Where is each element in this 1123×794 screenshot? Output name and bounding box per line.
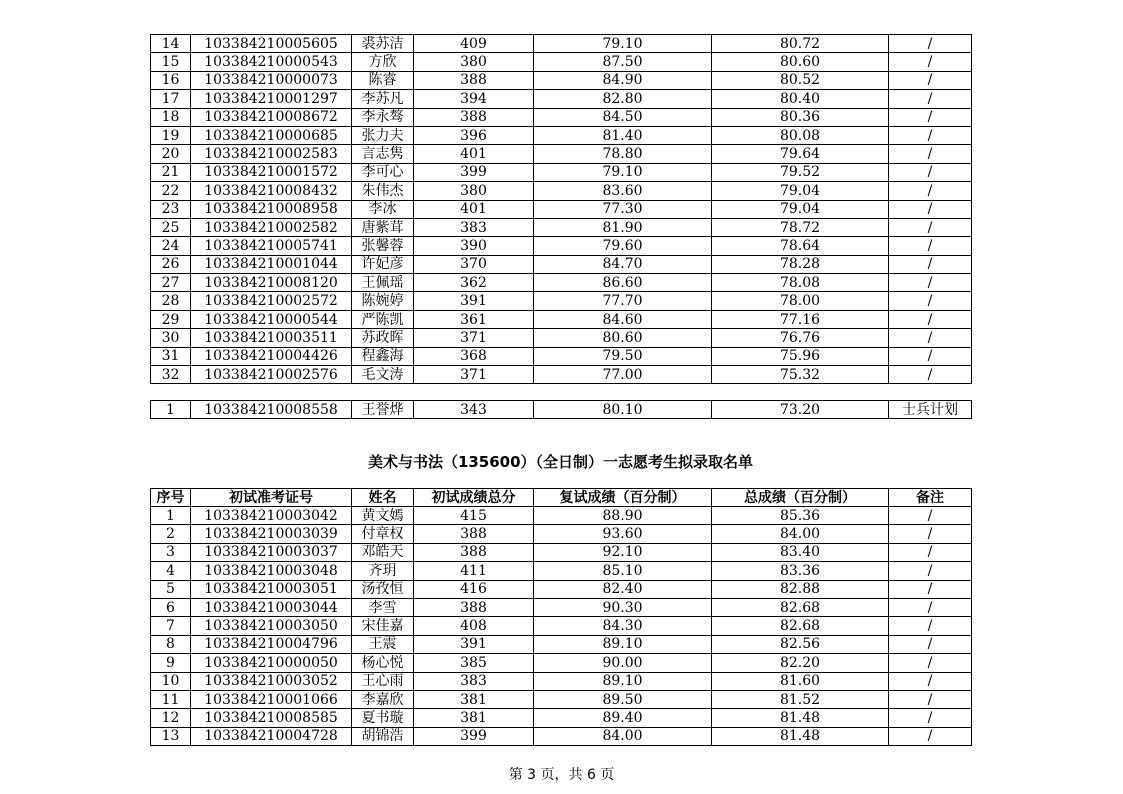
cell-seq: 9 — [151, 654, 191, 672]
cell-exam-id: 103384210004796 — [191, 635, 352, 653]
table-body — [151, 401, 972, 419]
cell-seq: 1 — [151, 401, 191, 419]
cell-seq: 23 — [151, 200, 191, 218]
table-row — [151, 401, 972, 419]
cell-exam-id: 103384210000543 — [191, 53, 352, 71]
cell-name: 李雪 — [352, 598, 414, 616]
cell-retest-score: 80.10 — [534, 401, 712, 419]
cell-exam-id: 103384210008558 — [191, 401, 352, 419]
cell-total-score: 80.60 — [712, 53, 889, 71]
cell-name: 黄文嫣 — [352, 507, 414, 525]
cell-name: 邓皓天 — [352, 543, 414, 561]
cell-seq: 12 — [151, 709, 191, 727]
cell-seq: 1 — [151, 507, 191, 525]
cell-seq: 5 — [151, 580, 191, 598]
cell-retest-score: 77.30 — [534, 200, 712, 218]
cell-retest-score: 90.00 — [534, 654, 712, 672]
cell-remark: / — [889, 108, 972, 126]
page-footer: 第 3 页，共 6 页 — [508, 767, 615, 783]
cell-prelim-score: 383 — [414, 218, 534, 236]
cell-remark: / — [889, 672, 972, 690]
cell-retest-score: 93.60 — [534, 525, 712, 543]
cell-name: 许妃彦 — [352, 255, 414, 273]
cell-retest-score: 77.00 — [534, 366, 712, 384]
cell-exam-id: 103384210008672 — [191, 108, 352, 126]
cell-seq: 24 — [151, 237, 191, 255]
cell-prelim-score: 411 — [414, 562, 534, 580]
table-row — [151, 35, 972, 53]
cell-exam-id: 103384210003052 — [191, 672, 352, 690]
cell-exam-id: 103384210001066 — [191, 690, 352, 708]
cell-seq: 4 — [151, 562, 191, 580]
cell-prelim-score: 370 — [414, 255, 534, 273]
cell-total-score: 80.72 — [712, 35, 889, 53]
cell-prelim-score: 380 — [414, 53, 534, 71]
cell-remark: / — [889, 182, 972, 200]
cell-prelim-score: 362 — [414, 274, 534, 292]
cell-seq: 13 — [151, 727, 191, 745]
cell-total-score: 82.88 — [712, 580, 889, 598]
cell-seq: 2 — [151, 525, 191, 543]
cell-exam-id: 103384210003044 — [191, 598, 352, 616]
cell-seq: 31 — [151, 347, 191, 365]
table-row — [151, 562, 972, 580]
cell-prelim-score: 388 — [414, 543, 534, 561]
cell-retest-score: 82.80 — [534, 90, 712, 108]
cell-exam-id: 103384210001044 — [191, 255, 352, 273]
cell-prelim-score: 401 — [414, 145, 534, 163]
table-row — [151, 310, 972, 328]
cell-total-score: 80.52 — [712, 71, 889, 89]
table-row — [151, 598, 972, 616]
cell-prelim-score: 415 — [414, 507, 534, 525]
cell-remark: / — [889, 310, 972, 328]
cell-retest-score: 86.60 — [534, 274, 712, 292]
cell-remark: / — [889, 598, 972, 616]
cell-seq: 21 — [151, 163, 191, 181]
table-row — [151, 218, 972, 236]
cell-remark: / — [889, 525, 972, 543]
table-row — [151, 108, 972, 126]
cell-remark: / — [889, 126, 972, 144]
cell-total-score: 82.68 — [712, 598, 889, 616]
cell-prelim-score: 394 — [414, 90, 534, 108]
cell-name: 付章权 — [352, 525, 414, 543]
cell-prelim-score: 388 — [414, 598, 534, 616]
cell-remark: / — [889, 562, 972, 580]
cell-name: 唐紫茸 — [352, 218, 414, 236]
cell-seq: 30 — [151, 329, 191, 347]
table-row — [151, 90, 972, 108]
cell-remark: / — [889, 727, 972, 745]
table-row — [151, 727, 972, 745]
cell-name: 李可心 — [352, 163, 414, 181]
cell-retest-score: 80.60 — [534, 329, 712, 347]
cell-prelim-score: 390 — [414, 237, 534, 255]
table-row — [151, 182, 972, 200]
cell-name: 毛文涛 — [352, 366, 414, 384]
cell-name: 陈婉婷 — [352, 292, 414, 310]
cell-prelim-score: 361 — [414, 310, 534, 328]
cell-remark: / — [889, 329, 972, 347]
header-prelim-score: 初试成绩总分 — [414, 489, 534, 507]
cell-name: 宋佳嘉 — [352, 617, 414, 635]
cell-retest-score: 84.60 — [534, 310, 712, 328]
cell-exam-id: 103384210008432 — [191, 182, 352, 200]
cell-prelim-score: 380 — [414, 182, 534, 200]
cell-prelim-score: 371 — [414, 366, 534, 384]
cell-total-score: 75.96 — [712, 347, 889, 365]
table-row — [151, 507, 972, 525]
table-row — [151, 145, 972, 163]
cell-remark: / — [889, 218, 972, 236]
cell-total-score: 79.04 — [712, 182, 889, 200]
cell-retest-score: 82.40 — [534, 580, 712, 598]
cell-total-score: 78.08 — [712, 274, 889, 292]
cell-seq: 19 — [151, 126, 191, 144]
header-total-score: 总成绩（百分制） — [712, 489, 889, 507]
table-header-row — [151, 489, 972, 507]
cell-seq: 3 — [151, 543, 191, 561]
art-calligraphy-admission-table — [150, 488, 972, 746]
cell-prelim-score: 388 — [414, 71, 534, 89]
table-row — [151, 237, 972, 255]
cell-retest-score: 84.50 — [534, 108, 712, 126]
cell-exam-id: 103384210001572 — [191, 163, 352, 181]
cell-exam-id: 103384210003051 — [191, 580, 352, 598]
cell-exam-id: 103384210003511 — [191, 329, 352, 347]
cell-seq: 15 — [151, 53, 191, 71]
soldier-plan-table — [150, 400, 972, 419]
cell-seq: 20 — [151, 145, 191, 163]
cell-seq: 14 — [151, 35, 191, 53]
table-body — [151, 35, 972, 384]
cell-remark: / — [889, 292, 972, 310]
cell-name: 张馨蓉 — [352, 237, 414, 255]
cell-name: 齐玥 — [352, 562, 414, 580]
cell-retest-score: 85.10 — [534, 562, 712, 580]
section-title: 美术与书法（135600）（全日制）一志愿考生拟录取名单 — [367, 453, 754, 471]
cell-seq: 8 — [151, 635, 191, 653]
cell-name: 陈睿 — [352, 71, 414, 89]
cell-total-score: 80.08 — [712, 126, 889, 144]
cell-remark: / — [889, 690, 972, 708]
cell-exam-id: 103384210002576 — [191, 366, 352, 384]
cell-prelim-score: 368 — [414, 347, 534, 365]
table-row — [151, 617, 972, 635]
cell-remark: / — [889, 580, 972, 598]
cell-remark: / — [889, 347, 972, 365]
cell-seq: 27 — [151, 274, 191, 292]
cell-remark: 士兵计划 — [889, 401, 972, 419]
cell-total-score: 82.20 — [712, 654, 889, 672]
table-row — [151, 200, 972, 218]
cell-retest-score: 90.30 — [534, 598, 712, 616]
cell-total-score: 81.48 — [712, 709, 889, 727]
table-row — [151, 690, 972, 708]
cell-remark: / — [889, 200, 972, 218]
cell-retest-score: 79.10 — [534, 163, 712, 181]
cell-prelim-score: 388 — [414, 108, 534, 126]
cell-name: 杨心悦 — [352, 654, 414, 672]
cell-exam-id: 103384210003037 — [191, 543, 352, 561]
cell-prelim-score: 401 — [414, 200, 534, 218]
cell-remark: / — [889, 71, 972, 89]
cell-exam-id: 103384210003042 — [191, 507, 352, 525]
cell-retest-score: 89.50 — [534, 690, 712, 708]
cell-total-score: 76.76 — [712, 329, 889, 347]
cell-retest-score: 77.70 — [534, 292, 712, 310]
cell-total-score: 75.32 — [712, 366, 889, 384]
cell-name: 言志隽 — [352, 145, 414, 163]
cell-exam-id: 103384210005605 — [191, 35, 352, 53]
table-row — [151, 292, 972, 310]
cell-remark: / — [889, 617, 972, 635]
cell-prelim-score: 383 — [414, 672, 534, 690]
table-row — [151, 635, 972, 653]
cell-exam-id: 103384210001297 — [191, 90, 352, 108]
cell-prelim-score: 408 — [414, 617, 534, 635]
cell-name: 苏政晖 — [352, 329, 414, 347]
cell-total-score: 78.72 — [712, 218, 889, 236]
table-row — [151, 274, 972, 292]
cell-retest-score: 78.80 — [534, 145, 712, 163]
cell-remark: / — [889, 163, 972, 181]
cell-exam-id: 103384210004728 — [191, 727, 352, 745]
cell-total-score: 79.52 — [712, 163, 889, 181]
cell-prelim-score: 396 — [414, 126, 534, 144]
cell-prelim-score: 416 — [414, 580, 534, 598]
cell-total-score: 81.60 — [712, 672, 889, 690]
table-row — [151, 654, 972, 672]
cell-prelim-score: 391 — [414, 292, 534, 310]
cell-seq: 22 — [151, 182, 191, 200]
table-row — [151, 329, 972, 347]
cell-retest-score: 81.90 — [534, 218, 712, 236]
cell-total-score: 79.64 — [712, 145, 889, 163]
cell-name: 程鑫海 — [352, 347, 414, 365]
cell-remark: / — [889, 145, 972, 163]
cell-prelim-score: 343 — [414, 401, 534, 419]
admission-table-continued — [150, 34, 972, 384]
cell-remark: / — [889, 255, 972, 273]
cell-name: 李冰 — [352, 200, 414, 218]
cell-retest-score: 84.90 — [534, 71, 712, 89]
cell-seq: 11 — [151, 690, 191, 708]
cell-name: 李永骜 — [352, 108, 414, 126]
cell-total-score: 77.16 — [712, 310, 889, 328]
cell-total-score: 78.64 — [712, 237, 889, 255]
cell-retest-score: 83.60 — [534, 182, 712, 200]
cell-exam-id: 103384210005741 — [191, 237, 352, 255]
table-row — [151, 525, 972, 543]
cell-total-score: 83.36 — [712, 562, 889, 580]
cell-remark: / — [889, 543, 972, 561]
cell-name: 严陈凯 — [352, 310, 414, 328]
cell-seq: 18 — [151, 108, 191, 126]
cell-name: 胡锦浩 — [352, 727, 414, 745]
cell-prelim-score: 388 — [414, 525, 534, 543]
cell-name: 李苏凡 — [352, 90, 414, 108]
cell-total-score: 81.48 — [712, 727, 889, 745]
cell-name: 王佩瑶 — [352, 274, 414, 292]
cell-name: 方欣 — [352, 53, 414, 71]
cell-total-score: 82.56 — [712, 635, 889, 653]
cell-seq: 28 — [151, 292, 191, 310]
cell-total-score: 78.00 — [712, 292, 889, 310]
cell-remark: / — [889, 635, 972, 653]
cell-name: 王心雨 — [352, 672, 414, 690]
cell-seq: 7 — [151, 617, 191, 635]
cell-seq: 29 — [151, 310, 191, 328]
cell-exam-id: 103384210008585 — [191, 709, 352, 727]
cell-total-score: 84.00 — [712, 525, 889, 543]
cell-seq: 16 — [151, 71, 191, 89]
cell-seq: 25 — [151, 218, 191, 236]
cell-retest-score: 84.30 — [534, 617, 712, 635]
table-row — [151, 366, 972, 384]
cell-remark: / — [889, 90, 972, 108]
table-row — [151, 347, 972, 365]
cell-retest-score: 79.60 — [534, 237, 712, 255]
cell-total-score: 80.36 — [712, 108, 889, 126]
cell-exam-id: 103384210000050 — [191, 654, 352, 672]
cell-seq: 6 — [151, 598, 191, 616]
cell-remark: / — [889, 274, 972, 292]
header-exam-id: 初试准考证号 — [191, 489, 352, 507]
cell-exam-id: 103384210002572 — [191, 292, 352, 310]
cell-exam-id: 103384210003048 — [191, 562, 352, 580]
cell-total-score: 83.40 — [712, 543, 889, 561]
cell-remark: / — [889, 709, 972, 727]
header-remark: 备注 — [889, 489, 972, 507]
cell-name: 裘苏洁 — [352, 35, 414, 53]
cell-name: 王震 — [352, 635, 414, 653]
cell-exam-id: 103384210008120 — [191, 274, 352, 292]
header-seq: 序号 — [151, 489, 191, 507]
cell-retest-score: 89.10 — [534, 635, 712, 653]
cell-retest-score: 84.00 — [534, 727, 712, 745]
cell-seq: 26 — [151, 255, 191, 273]
cell-retest-score: 89.40 — [534, 709, 712, 727]
cell-remark: / — [889, 237, 972, 255]
cell-exam-id: 103384210002583 — [191, 145, 352, 163]
cell-exam-id: 103384210004426 — [191, 347, 352, 365]
cell-retest-score: 87.50 — [534, 53, 712, 71]
cell-remark: / — [889, 654, 972, 672]
cell-total-score: 80.40 — [712, 90, 889, 108]
cell-remark: / — [889, 35, 972, 53]
cell-total-score: 85.36 — [712, 507, 889, 525]
cell-name: 王誉烨 — [352, 401, 414, 419]
table-row — [151, 709, 972, 727]
table-row — [151, 672, 972, 690]
cell-prelim-score: 399 — [414, 727, 534, 745]
cell-name: 李嘉欣 — [352, 690, 414, 708]
cell-exam-id: 103384210000073 — [191, 71, 352, 89]
table-row — [151, 255, 972, 273]
cell-exam-id: 103384210000685 — [191, 126, 352, 144]
cell-name: 汤孜恒 — [352, 580, 414, 598]
cell-prelim-score: 381 — [414, 690, 534, 708]
cell-retest-score: 88.90 — [534, 507, 712, 525]
cell-name: 夏书璇 — [352, 709, 414, 727]
cell-exam-id: 103384210003050 — [191, 617, 352, 635]
cell-name: 张力夫 — [352, 126, 414, 144]
cell-remark: / — [889, 507, 972, 525]
cell-exam-id: 103384210000544 — [191, 310, 352, 328]
table-row — [151, 543, 972, 561]
cell-prelim-score: 399 — [414, 163, 534, 181]
table-row — [151, 71, 972, 89]
cell-prelim-score: 391 — [414, 635, 534, 653]
cell-prelim-score: 371 — [414, 329, 534, 347]
cell-exam-id: 103384210002582 — [191, 218, 352, 236]
cell-total-score: 79.04 — [712, 200, 889, 218]
table-row — [151, 53, 972, 71]
cell-total-score: 73.20 — [712, 401, 889, 419]
cell-seq: 32 — [151, 366, 191, 384]
table-body — [151, 507, 972, 746]
cell-exam-id: 103384210008958 — [191, 200, 352, 218]
cell-total-score: 82.68 — [712, 617, 889, 635]
cell-retest-score: 79.10 — [534, 35, 712, 53]
cell-total-score: 81.52 — [712, 690, 889, 708]
table-row — [151, 163, 972, 181]
cell-retest-score: 84.70 — [534, 255, 712, 273]
cell-remark: / — [889, 366, 972, 384]
cell-exam-id: 103384210003039 — [191, 525, 352, 543]
cell-seq: 17 — [151, 90, 191, 108]
cell-retest-score: 79.50 — [534, 347, 712, 365]
cell-retest-score: 92.10 — [534, 543, 712, 561]
cell-prelim-score: 385 — [414, 654, 534, 672]
cell-retest-score: 89.10 — [534, 672, 712, 690]
cell-seq: 10 — [151, 672, 191, 690]
cell-name: 朱伟杰 — [352, 182, 414, 200]
cell-prelim-score: 381 — [414, 709, 534, 727]
table-row — [151, 126, 972, 144]
cell-remark: / — [889, 53, 972, 71]
header-retest-score: 复试成绩（百分制） — [534, 489, 712, 507]
cell-total-score: 78.28 — [712, 255, 889, 273]
cell-retest-score: 81.40 — [534, 126, 712, 144]
cell-prelim-score: 409 — [414, 35, 534, 53]
table-row — [151, 580, 972, 598]
header-name: 姓名 — [352, 489, 414, 507]
